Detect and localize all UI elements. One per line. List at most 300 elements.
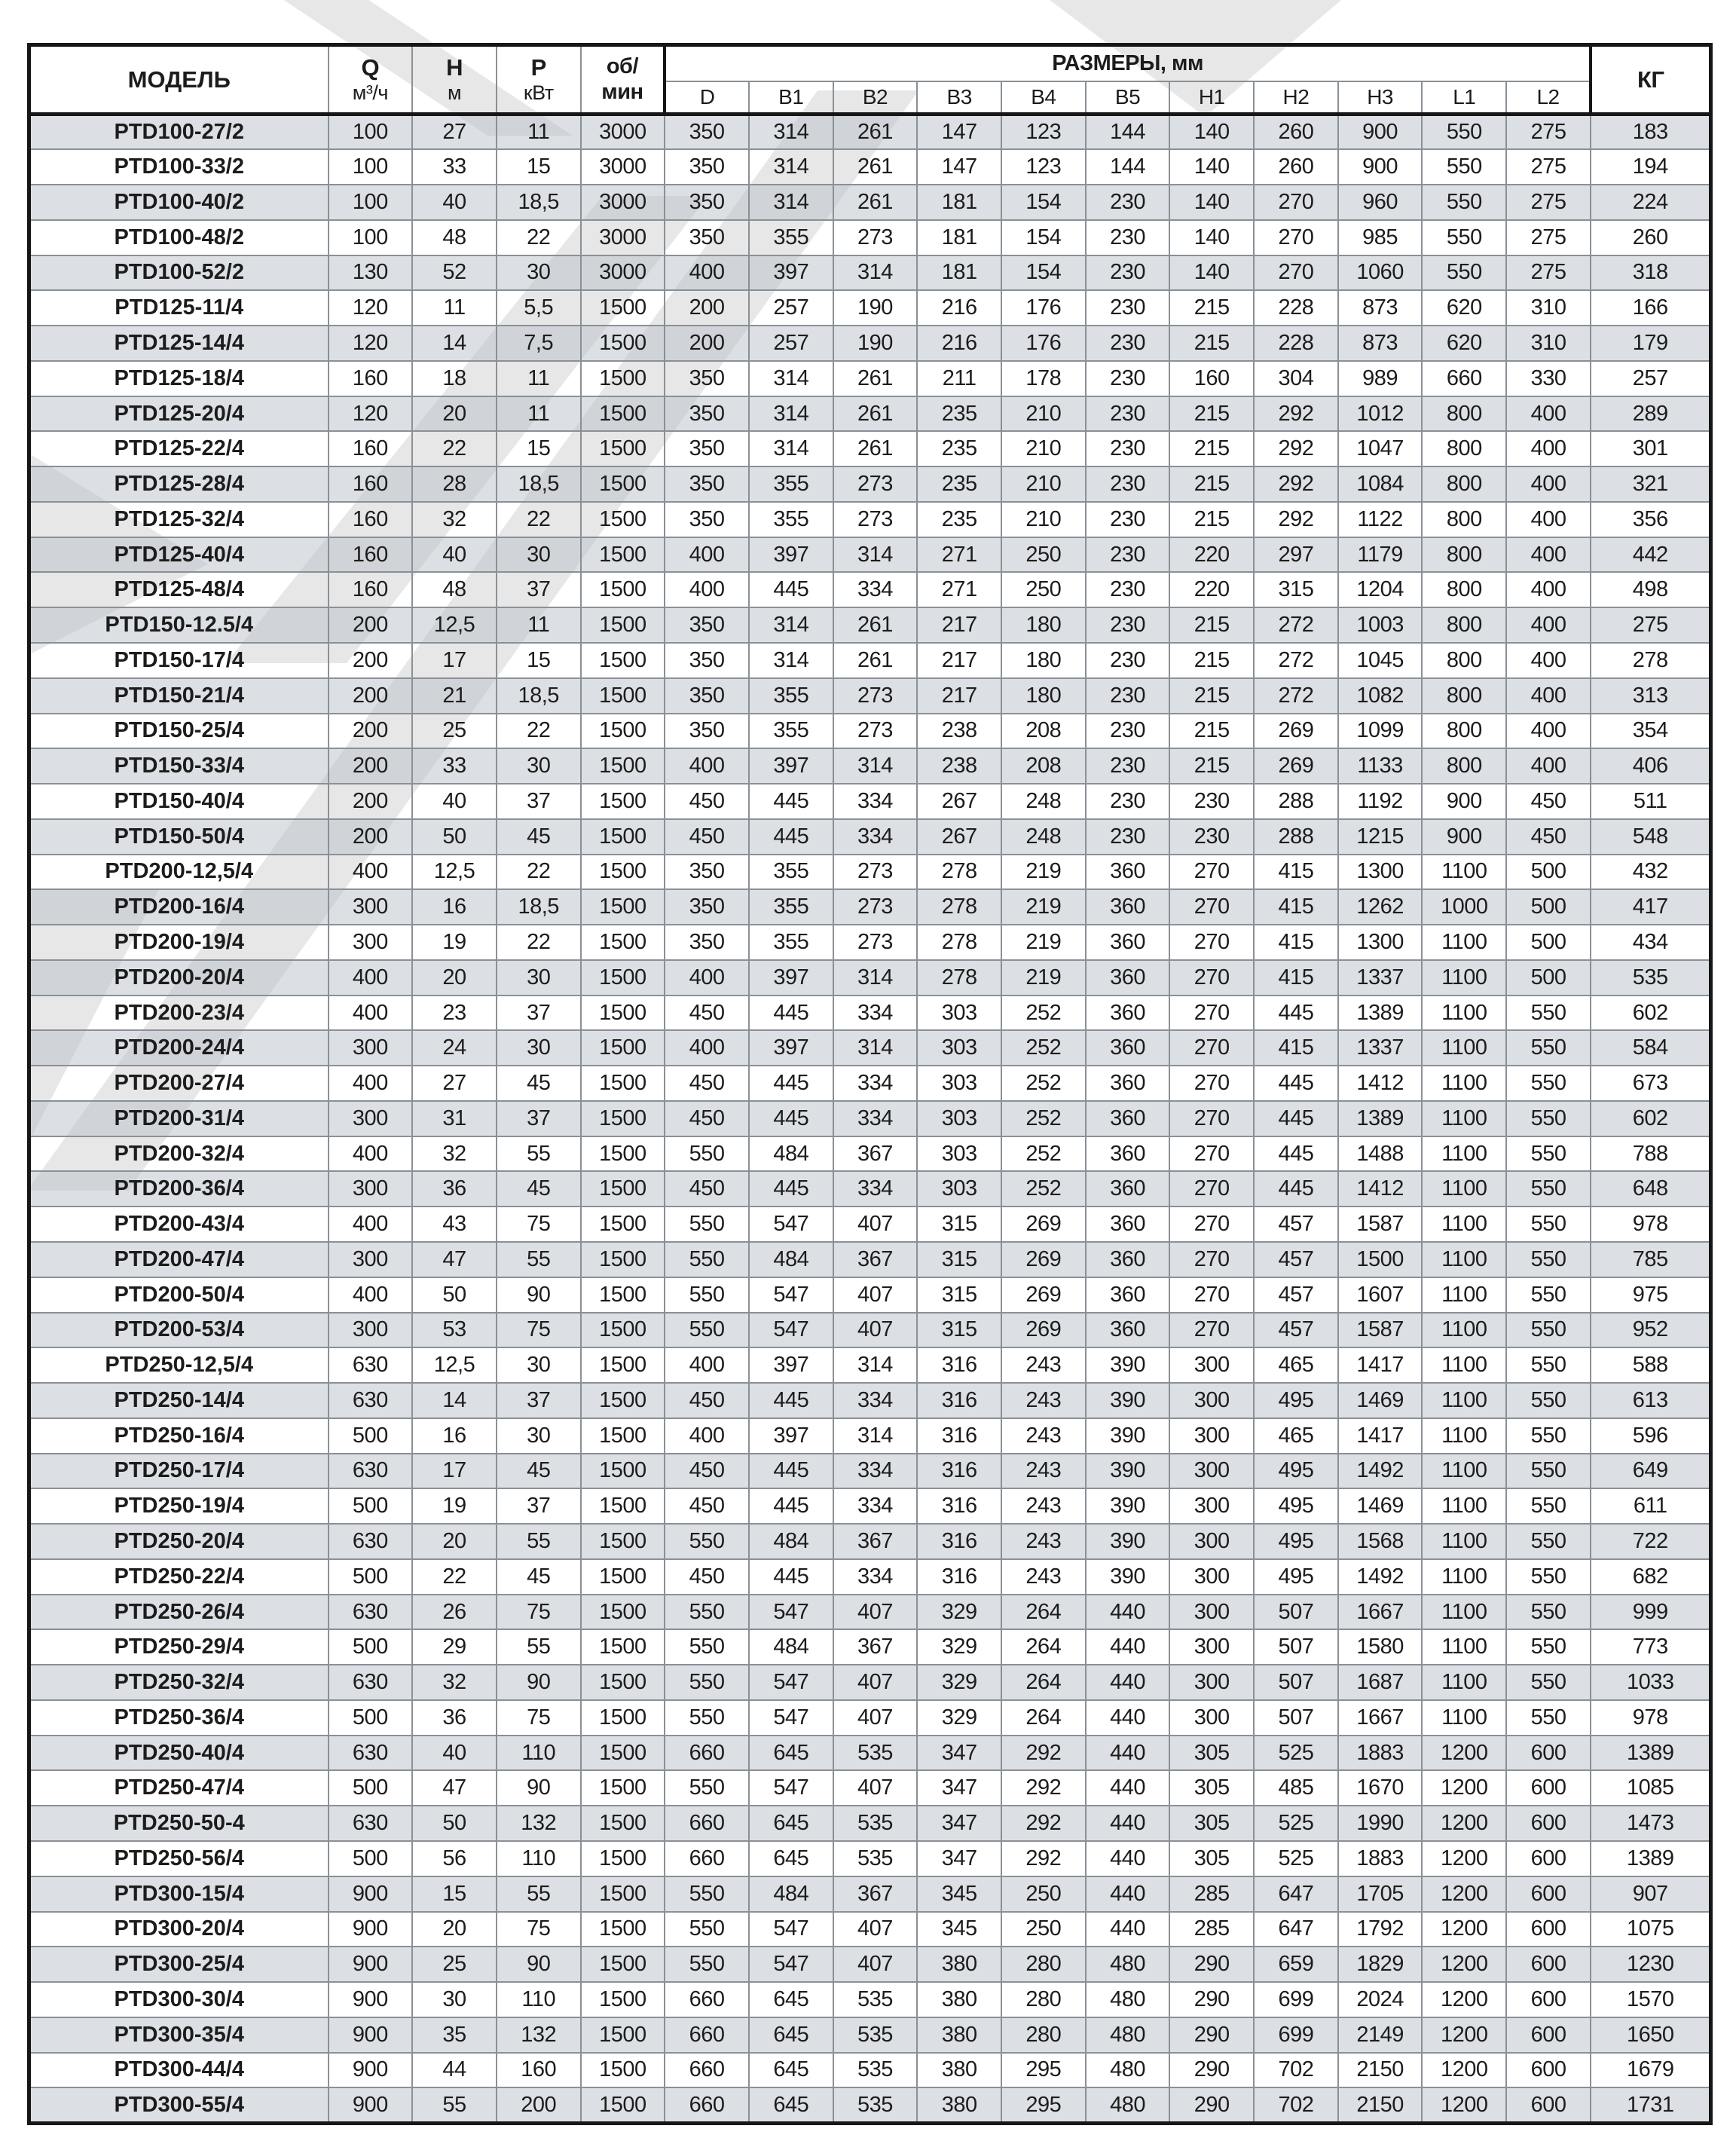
value-cell: 11 (497, 396, 581, 432)
value-cell: 273 (833, 220, 918, 255)
value-cell: 147 (917, 115, 1001, 150)
value-cell: 230 (1169, 784, 1254, 819)
value-cell: 2149 (1338, 2017, 1423, 2053)
value-cell: 1667 (1338, 1595, 1423, 1630)
value-cell: 252 (1001, 1136, 1086, 1172)
value-cell: 329 (917, 1665, 1001, 1700)
value-cell: 699 (1254, 1982, 1338, 2017)
value-cell: 350 (665, 361, 749, 396)
value-cell: 550 (1506, 1524, 1591, 1559)
value-cell: 600 (1506, 1841, 1591, 1876)
model-cell: PTD250-56/4 (29, 1841, 329, 1876)
value-cell: 154 (1001, 220, 1086, 255)
head-symbol: Н (446, 54, 463, 81)
value-cell: 3000 (581, 255, 665, 291)
value-cell: 272 (1254, 678, 1338, 714)
value-cell: 1492 (1338, 1559, 1423, 1595)
table-row (29, 1242, 1711, 1277)
value-cell: 210 (1001, 431, 1086, 466)
col-header-rpm (581, 45, 665, 115)
value-cell: 630 (329, 1736, 413, 1771)
value-cell: 1100 (1422, 1418, 1506, 1454)
value-cell: 257 (749, 290, 833, 326)
col-header-l1: L1 (1422, 81, 1506, 115)
value-cell: 257 (1591, 361, 1711, 396)
value-cell: 1200 (1422, 2017, 1506, 2053)
value-cell: 397 (749, 255, 833, 291)
value-cell: 252 (1001, 996, 1086, 1031)
value-cell: 295 (1001, 2087, 1086, 2123)
value-cell: 210 (1001, 466, 1086, 502)
value-cell: 160 (329, 361, 413, 396)
value-cell: 200 (329, 784, 413, 819)
value-cell: 500 (329, 1841, 413, 1876)
value-cell: 1500 (581, 1700, 665, 1736)
value-cell: 445 (749, 572, 833, 607)
value-cell: 269 (1001, 1313, 1086, 1348)
table-row (29, 607, 1711, 643)
value-cell: 380 (917, 1947, 1001, 1982)
value-cell: 1500 (581, 1242, 665, 1277)
value-cell: 355 (749, 889, 833, 925)
value-cell: 1337 (1338, 960, 1423, 996)
value-cell: 215 (1169, 607, 1254, 643)
value-cell: 270 (1169, 1136, 1254, 1172)
value-cell: 160 (329, 502, 413, 537)
value-cell: 285 (1169, 1876, 1254, 1912)
table-row (29, 396, 1711, 432)
value-cell: 50 (412, 819, 497, 855)
value-cell: 183 (1591, 115, 1711, 150)
value-cell: 160 (329, 466, 413, 502)
table-row (29, 220, 1711, 255)
value-cell: 45 (497, 1066, 581, 1101)
value-cell: 350 (665, 220, 749, 255)
value-cell: 261 (833, 361, 918, 396)
value-cell: 40 (412, 185, 497, 220)
value-cell: 390 (1086, 1418, 1170, 1454)
value-cell: 535 (833, 1982, 918, 2017)
rpm-label-line1: об/ (606, 54, 638, 79)
model-cell: PTD200-27/4 (29, 1066, 329, 1101)
table-row (29, 819, 1711, 855)
value-cell: 500 (329, 1418, 413, 1454)
value-cell: 300 (1169, 1700, 1254, 1736)
value-cell: 300 (1169, 1595, 1254, 1630)
value-cell: 1500 (581, 1770, 665, 1806)
table-row (29, 1207, 1711, 1242)
value-cell: 215 (1169, 326, 1254, 361)
value-cell: 1500 (581, 1912, 665, 1947)
value-cell: 397 (749, 1347, 833, 1383)
value-cell: 975 (1591, 1277, 1711, 1313)
value-cell: 535 (833, 2053, 918, 2088)
value-cell: 400 (665, 1418, 749, 1454)
value-cell: 1580 (1338, 1629, 1423, 1665)
value-cell: 18,5 (497, 185, 581, 220)
value-cell: 550 (1506, 1347, 1591, 1383)
value-cell: 290 (1169, 1982, 1254, 2017)
value-cell: 500 (329, 1770, 413, 1806)
value-cell: 273 (833, 502, 918, 537)
value-cell: 702 (1254, 2053, 1338, 2088)
value-cell: 220 (1169, 572, 1254, 607)
model-cell: PTD300-15/4 (29, 1876, 329, 1912)
value-cell: 1099 (1338, 714, 1423, 749)
model-cell: PTD250-26/4 (29, 1595, 329, 1630)
value-cell: 132 (497, 2017, 581, 2053)
value-cell: 1100 (1422, 1277, 1506, 1313)
value-cell: 217 (917, 607, 1001, 643)
value-cell: 800 (1422, 678, 1506, 714)
value-cell: 440 (1086, 1595, 1170, 1630)
value-cell: 400 (1506, 431, 1591, 466)
value-cell: 53 (412, 1313, 497, 1348)
value-cell: 440 (1086, 1736, 1170, 1771)
col-header-b2: B2 (833, 81, 918, 115)
value-cell: 350 (665, 431, 749, 466)
value-cell: 355 (749, 855, 833, 890)
value-cell: 1300 (1338, 855, 1423, 890)
value-cell: 181 (917, 255, 1001, 291)
value-cell: 50 (412, 1806, 497, 1841)
value-cell: 550 (1506, 1488, 1591, 1524)
value-cell: 1500 (581, 714, 665, 749)
value-cell: 228 (1254, 326, 1338, 361)
value-cell: 450 (665, 1171, 749, 1207)
value-cell: 1417 (1338, 1347, 1423, 1383)
value-cell: 18,5 (497, 889, 581, 925)
col-header-power (497, 45, 581, 115)
value-cell: 550 (1506, 1700, 1591, 1736)
value-cell: 30 (497, 1030, 581, 1066)
value-cell: 295 (1001, 2053, 1086, 2088)
value-cell: 1500 (581, 431, 665, 466)
value-cell: 303 (917, 996, 1001, 1031)
value-cell: 1500 (581, 925, 665, 960)
value-cell: 1200 (1422, 1876, 1506, 1912)
value-cell: 660 (665, 1982, 749, 2017)
value-cell: 445 (749, 1454, 833, 1489)
table-row (29, 1066, 1711, 1101)
value-cell: 400 (1506, 396, 1591, 432)
value-cell: 32 (412, 502, 497, 537)
value-cell: 1100 (1422, 1030, 1506, 1066)
value-cell: 1568 (1338, 1524, 1423, 1559)
value-cell: 43 (412, 1207, 497, 1242)
value-cell: 303 (917, 1171, 1001, 1207)
value-cell: 380 (917, 1982, 1001, 2017)
value-cell: 550 (665, 1524, 749, 1559)
value-cell: 270 (1169, 1313, 1254, 1348)
value-cell: 600 (1506, 1736, 1591, 1771)
model-cell: PTD300-20/4 (29, 1912, 329, 1947)
value-cell: 350 (665, 889, 749, 925)
value-cell: 360 (1086, 1277, 1170, 1313)
value-cell: 1200 (1422, 1947, 1506, 1982)
value-cell: 200 (329, 714, 413, 749)
value-cell: 270 (1169, 960, 1254, 996)
value-cell: 261 (833, 149, 918, 185)
table-row (29, 925, 1711, 960)
model-cell: PTD200-12,5/4 (29, 855, 329, 890)
table-row (29, 960, 1711, 996)
value-cell: 178 (1001, 361, 1086, 396)
value-cell: 900 (1422, 819, 1506, 855)
model-cell: PTD100-27/2 (29, 115, 329, 150)
value-cell: 140 (1169, 115, 1254, 150)
value-cell: 535 (833, 2017, 918, 2053)
value-cell: 220 (1169, 537, 1254, 573)
value-cell: 1990 (1338, 1806, 1423, 1841)
value-cell: 1412 (1338, 1066, 1423, 1101)
table-row (29, 537, 1711, 573)
value-cell: 660 (665, 2017, 749, 2053)
value-cell: 547 (749, 1207, 833, 1242)
col-header-h2: H2 (1254, 81, 1338, 115)
value-cell: 110 (497, 1736, 581, 1771)
value-cell: 300 (1169, 1454, 1254, 1489)
value-cell: 445 (749, 1101, 833, 1136)
value-cell: 390 (1086, 1488, 1170, 1524)
value-cell: 630 (329, 1347, 413, 1383)
value-cell: 267 (917, 819, 1001, 855)
model-cell: PTD250-36/4 (29, 1700, 329, 1736)
value-cell: 120 (329, 290, 413, 326)
value-cell: 179 (1591, 326, 1711, 361)
model-cell: PTD200-50/4 (29, 1277, 329, 1313)
value-cell: 30 (497, 960, 581, 996)
table-row (29, 1806, 1711, 1841)
value-cell: 273 (833, 466, 918, 502)
table-row (29, 1912, 1711, 1947)
value-cell: 300 (329, 1030, 413, 1066)
value-cell: 314 (833, 1347, 918, 1383)
flow-symbol: Q (361, 54, 380, 81)
value-cell: 900 (329, 1982, 413, 2017)
model-cell: PTD200-20/4 (29, 960, 329, 996)
value-cell: 215 (1169, 502, 1254, 537)
value-cell: 445 (749, 1171, 833, 1207)
value-cell: 315 (917, 1313, 1001, 1348)
value-cell: 300 (329, 925, 413, 960)
value-cell: 261 (833, 115, 918, 150)
value-cell: 400 (665, 537, 749, 573)
value-cell: 230 (1086, 537, 1170, 573)
value-cell: 305 (1169, 1770, 1254, 1806)
value-cell: 1412 (1338, 1171, 1423, 1207)
value-cell: 345 (917, 1876, 1001, 1912)
value-cell: 19 (412, 1488, 497, 1524)
value-cell: 356 (1591, 502, 1711, 537)
value-cell: 181 (917, 220, 1001, 255)
value-cell: 500 (329, 1700, 413, 1736)
value-cell: 1045 (1338, 643, 1423, 678)
value-cell: 630 (329, 1665, 413, 1700)
value-cell: 230 (1086, 678, 1170, 714)
value-cell: 260 (1254, 149, 1338, 185)
value-cell: 440 (1086, 1841, 1170, 1876)
value-cell: 321 (1591, 466, 1711, 502)
value-cell: 200 (329, 678, 413, 714)
value-cell: 360 (1086, 925, 1170, 960)
value-cell: 1500 (581, 1559, 665, 1595)
value-cell: 445 (1254, 1171, 1338, 1207)
value-cell: 900 (329, 1912, 413, 1947)
value-cell: 314 (749, 396, 833, 432)
value-cell: 485 (1254, 1770, 1338, 1806)
value-cell: 22 (497, 502, 581, 537)
value-cell: 261 (833, 396, 918, 432)
value-cell: 445 (749, 1488, 833, 1524)
value-cell: 1500 (581, 1171, 665, 1207)
value-cell: 1500 (581, 678, 665, 714)
table-row (29, 748, 1711, 784)
value-cell: 600 (1506, 2017, 1591, 2053)
value-cell: 535 (833, 1841, 918, 1876)
value-cell: 900 (1422, 784, 1506, 819)
col-header-head (412, 45, 497, 115)
value-cell: 1500 (581, 855, 665, 890)
value-cell: 314 (749, 361, 833, 396)
value-cell: 30 (497, 748, 581, 784)
value-cell: 550 (1506, 996, 1591, 1031)
value-cell: 445 (1254, 1066, 1338, 1101)
value-cell: 230 (1086, 361, 1170, 396)
value-cell: 90 (497, 1947, 581, 1982)
value-cell: 252 (1001, 1066, 1086, 1101)
value-cell: 305 (1169, 1806, 1254, 1841)
value-cell: 550 (665, 1207, 749, 1242)
value-cell: 660 (665, 2087, 749, 2123)
value-cell: 550 (665, 1242, 749, 1277)
value-cell: 140 (1169, 149, 1254, 185)
value-cell: 660 (665, 1806, 749, 1841)
value-cell: 550 (1506, 1242, 1591, 1277)
value-cell: 20 (412, 960, 497, 996)
value-cell: 334 (833, 1171, 918, 1207)
value-cell: 230 (1086, 290, 1170, 326)
value-cell: 300 (1169, 1383, 1254, 1418)
value-cell: 400 (1506, 748, 1591, 784)
value-cell: 360 (1086, 1242, 1170, 1277)
value-cell: 400 (1506, 714, 1591, 749)
value-cell: 660 (1422, 361, 1506, 396)
value-cell: 45 (497, 1559, 581, 1595)
value-cell: 15 (412, 1876, 497, 1912)
table-row (29, 1982, 1711, 2017)
value-cell: 1100 (1422, 1136, 1506, 1172)
value-cell: 190 (833, 326, 918, 361)
value-cell: 47 (412, 1242, 497, 1277)
value-cell: 550 (665, 1770, 749, 1806)
value-cell: 1122 (1338, 502, 1423, 537)
value-cell: 1100 (1422, 1066, 1506, 1101)
value-cell: 1075 (1591, 1912, 1711, 1947)
value-cell: 400 (1506, 607, 1591, 643)
value-cell: 1200 (1422, 1982, 1506, 2017)
value-cell: 547 (749, 1912, 833, 1947)
value-cell: 230 (1086, 714, 1170, 749)
value-cell: 500 (329, 1559, 413, 1595)
value-cell: 659 (1254, 1947, 1338, 1982)
model-cell: PTD150-40/4 (29, 784, 329, 819)
value-cell: 550 (1422, 149, 1506, 185)
value-cell: 140 (1169, 220, 1254, 255)
value-cell: 873 (1338, 290, 1423, 326)
table-row (29, 1454, 1711, 1489)
value-cell: 55 (497, 1242, 581, 1277)
value-cell: 400 (665, 1030, 749, 1066)
value-cell: 243 (1001, 1347, 1086, 1383)
value-cell: 314 (749, 149, 833, 185)
value-cell: 300 (329, 1313, 413, 1348)
value-cell: 140 (1169, 185, 1254, 220)
value-cell: 261 (833, 431, 918, 466)
value-cell: 417 (1591, 889, 1711, 925)
model-cell: PTD125-48/4 (29, 572, 329, 607)
value-cell: 40 (412, 537, 497, 573)
value-cell: 1500 (581, 326, 665, 361)
value-cell: 800 (1422, 748, 1506, 784)
value-cell: 260 (1591, 220, 1711, 255)
value-cell: 334 (833, 1066, 918, 1101)
value-cell: 230 (1086, 607, 1170, 643)
value-cell: 1500 (581, 1595, 665, 1630)
value-cell: 1047 (1338, 431, 1423, 466)
value-cell: 1500 (581, 819, 665, 855)
value-cell: 457 (1254, 1277, 1338, 1313)
value-cell: 1500 (581, 960, 665, 996)
value-cell: 547 (749, 1700, 833, 1736)
model-cell: PTD150-50/4 (29, 819, 329, 855)
value-cell: 40 (412, 1736, 497, 1771)
value-cell: 120 (329, 326, 413, 361)
value-cell: 390 (1086, 1454, 1170, 1489)
value-cell: 1200 (1422, 1770, 1506, 1806)
value-cell: 166 (1591, 290, 1711, 326)
value-cell: 550 (1506, 1418, 1591, 1454)
value-cell: 216 (917, 290, 1001, 326)
value-cell: 24 (412, 1030, 497, 1066)
value-cell: 270 (1169, 1101, 1254, 1136)
value-cell: 1500 (581, 1313, 665, 1348)
value-cell: 14 (412, 326, 497, 361)
value-cell: 2150 (1338, 2087, 1423, 2123)
value-cell: 219 (1001, 960, 1086, 996)
value-cell: 270 (1169, 925, 1254, 960)
value-cell: 445 (749, 819, 833, 855)
value-cell: 314 (749, 115, 833, 150)
value-cell: 14 (412, 1383, 497, 1418)
value-cell: 800 (1422, 607, 1506, 643)
value-cell: 400 (329, 1136, 413, 1172)
value-cell: 181 (917, 185, 1001, 220)
model-cell: PTD125-20/4 (29, 396, 329, 432)
value-cell: 29 (412, 1629, 497, 1665)
value-cell: 350 (665, 396, 749, 432)
value-cell: 1500 (581, 1030, 665, 1066)
value-cell: 1500 (581, 607, 665, 643)
value-cell: 397 (749, 537, 833, 573)
model-cell: PTD250-50-4 (29, 1806, 329, 1841)
col-header-b4: B4 (1001, 81, 1086, 115)
value-cell: 390 (1086, 1559, 1170, 1595)
value-cell: 450 (665, 1383, 749, 1418)
value-cell: 1100 (1422, 1101, 1506, 1136)
value-cell: 250 (1001, 1876, 1086, 1912)
value-cell: 900 (329, 2053, 413, 2088)
